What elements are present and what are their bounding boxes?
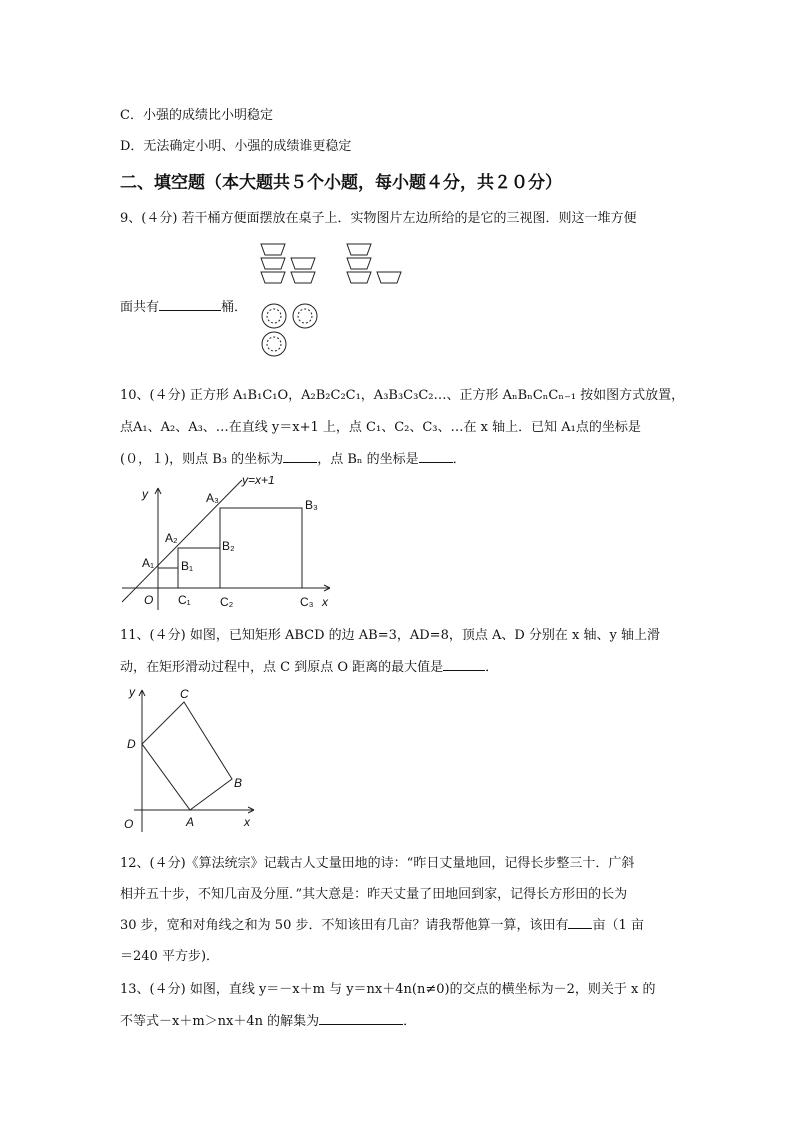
label-c1: C₁	[178, 593, 191, 607]
q10-blank-2[interactable]	[419, 450, 453, 463]
top-view-circle	[298, 309, 312, 323]
section-title: 二、填空题（本大题共５个小题，每小题４分，共２０分）	[120, 173, 562, 193]
label-line: y=x+1	[242, 476, 275, 487]
label-a: A	[186, 815, 195, 829]
q10-blank-1[interactable]	[283, 450, 317, 463]
q11-figure	[118, 684, 268, 834]
label-x: x	[244, 815, 250, 829]
q9-text-post: 桶．	[221, 300, 248, 315]
q12-text-1: 12、(４分)《算法统宗》记载古人丈量田地的诗：“昨日丈量地回，记得长步整三十．广斜	[120, 856, 635, 871]
top-view-circle	[262, 332, 286, 356]
label-b3: B₃	[305, 498, 318, 512]
q10-text-3	[120, 448, 466, 467]
q13-text-1: 13、(４分) 如图，直线 y＝－x＋m 与 y＝nx＋4n(n≠0)的交点的横坐标为－2，则关于 x 的	[120, 982, 656, 997]
front-view-bucket	[261, 244, 285, 255]
label-o: O	[144, 593, 154, 607]
label-a3: A₃	[206, 491, 219, 505]
q11-text-2	[120, 656, 498, 675]
option-c: C．小强的成绩比小明稳定	[120, 108, 273, 123]
label-d: D	[127, 737, 136, 751]
q11-text-1: 11、(４分) 如图，已知矩形 ABCD 的边 AB=3，AD=8，顶点 A、D 分别在 x 轴、y 轴上滑	[120, 628, 660, 643]
square-1	[158, 568, 178, 588]
top-view-circle	[267, 337, 281, 351]
label-a1: A₁	[142, 556, 155, 570]
label-c: C	[180, 687, 189, 701]
option-d: D．无法确定小明、小强的成绩谁更稳定	[120, 139, 352, 154]
q10-text-3c: ．	[452, 452, 466, 467]
q9-text-pre: 面共有	[120, 300, 160, 315]
top-view-circle	[293, 304, 317, 328]
front-view-bucket	[261, 272, 285, 283]
q9-text: 9、(４分) 若干桶方便面摆放在桌子上．实物图片左边所给的是它的三视图．则这一堆方便	[120, 211, 637, 226]
q10-text-1: 10、(４分) 正方形 A₁B₁C₁O，A₂B₂C₂C₁，A₃B₃C₃C₂…、正方形 AₙBₙCₙCₙ₋₁ 按如图方式放置，	[120, 388, 685, 403]
front-view-bucket	[261, 258, 285, 269]
q11-text-2b: ．	[485, 660, 499, 675]
label-a2: A₂	[165, 531, 178, 545]
side-view-bucket	[347, 244, 371, 255]
q10-text-3b: ，点 Bₙ 的坐标是	[317, 452, 419, 467]
q12-blank[interactable]	[568, 916, 592, 929]
q12-text-2: 相并五十步，不知几亩及分厘．”其大意是：昨天丈量了田地回到家，记得长方形田的长为	[120, 887, 628, 902]
q13-text-2a: 不等式－x＋m＞nx＋4n 的解集为	[120, 1014, 320, 1029]
q12-text-3a: 30 步，宽和对角线之和为 50 步．不知该田有几亩？请我帮他算一算，该田有	[120, 918, 569, 933]
q10-figure	[118, 476, 348, 616]
label-c2: C₂	[220, 595, 234, 609]
front-view-bucket	[291, 258, 315, 269]
q13-text-2b: ．	[403, 1014, 417, 1029]
q13-text-2	[120, 1010, 416, 1029]
label-o: O	[124, 817, 134, 831]
top-view-circle	[267, 309, 281, 323]
front-view-bucket	[291, 272, 315, 283]
q12-text-4: ＝240 平方步)．	[120, 949, 220, 964]
q12-text-3b: 亩（1 亩	[592, 918, 644, 933]
label-x: x	[322, 595, 328, 609]
q13-blank[interactable]	[319, 1012, 403, 1025]
label-y: y	[129, 685, 135, 699]
top-view-circle	[262, 304, 286, 328]
label-y: y	[142, 487, 148, 501]
side-view-bucket	[347, 258, 371, 269]
label-b1: B₁	[181, 559, 194, 573]
label-b2: B₂	[222, 539, 235, 553]
q11-blank[interactable]	[443, 658, 485, 671]
q9-three-views-figure	[255, 238, 415, 363]
side-view-bucket	[347, 272, 371, 283]
label-c3: C₃	[300, 595, 314, 609]
q10-text-3a: (０，１)，则点 B₃ 的坐标为	[120, 452, 284, 467]
q11-text-2a: 动，在矩形滑动过程中，点 C 到原点 O 距离的最大值是	[120, 660, 444, 675]
q10-text-2: 点A₁、A₂、A₃、…在直线 y＝x+1 上，点 C₁、C₂、C₃、…在 x 轴上．已知 A₁点的坐标是	[120, 420, 641, 435]
label-b: B	[234, 776, 243, 790]
side-view-bucket	[377, 272, 401, 283]
q12-text-3	[120, 914, 644, 933]
rectangle-abcd	[142, 702, 232, 810]
q9-answer-line	[120, 296, 247, 315]
q9-blank[interactable]	[159, 298, 221, 311]
